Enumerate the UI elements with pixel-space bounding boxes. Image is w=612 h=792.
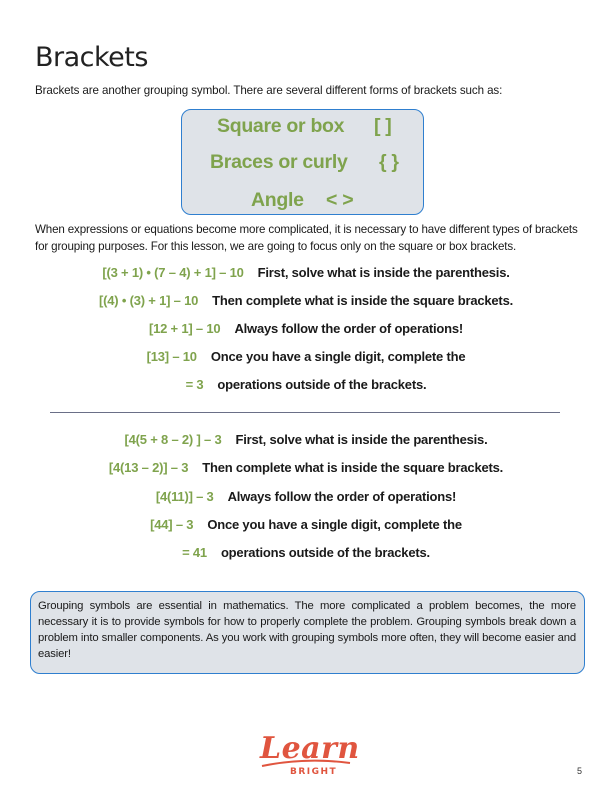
bracket-type-name: Braces or curly [210,151,348,173]
step-expression: [44] – 3 [150,517,194,532]
step-description: operations outside of the brackets. [217,377,427,392]
step-description: Always follow the order of operations! [227,489,457,504]
example-1-step [0,265,612,280]
logo-word: Learn [260,731,360,766]
intro-text: Brackets are another grouping symbol. There are several different forms of brackets such as: [35,84,503,97]
step-description: First, solve what is inside the parenthesis. [257,265,510,280]
step-expression: [(4) • (3) + 1] – 10 [98,293,199,308]
step-expression: [4(13 – 2)] – 3 [108,460,189,475]
bracket-type-symbol: { } [379,151,399,173]
example-2-step [0,460,612,475]
page-title: Brackets [35,42,148,73]
example-1-step [0,377,612,392]
step-expression: [4(5 + 8 – 2) ] – 3 [124,432,222,447]
example-1-step [0,321,612,336]
logo-sub: BRIGHT [290,767,338,777]
step-description: Once you have a single digit, complete the [210,349,466,364]
example-2-step [0,517,612,532]
step-description: Then complete what is inside the square brackets. [212,293,514,308]
section-divider [50,412,560,413]
example-2-step [0,432,612,447]
step-description: First, solve what is inside the parenthesis. [235,432,488,447]
example-1-step [0,349,612,364]
step-description: Then complete what is inside the square brackets. [202,460,504,475]
bracket-types-box [181,109,424,215]
page-number: 5 [577,766,583,776]
step-expression: [4(11)] – 3 [155,489,214,504]
example-2-step [0,545,612,560]
explanation-text: When expressions or equations become more complicated, it is necessary to have different types of brackets for grouping purposes. For this lesson, we are going to focus only on the square or box brackets. [35,223,578,253]
step-expression: = 3 [185,377,204,392]
example-2-step [0,489,612,504]
step-expression: = 41 [182,545,207,560]
summary-box: Grouping symbols are essential in mathematics. The more complicated a problem becomes, the more necessary it is to provide symbols for how to properly complete the problem. Grouping symbols break down a problem into smaller components. As you work with grouping symbols more often, they will become easier and easier! [30,591,585,674]
step-expression: [13] – 10 [146,349,197,364]
bracket-type-symbol: [ ] [374,115,392,137]
step-description: Once you have a single digit, complete the [207,517,462,532]
bracket-type-name: Square or box [217,115,345,137]
step-expression: [12 + 1] – 10 [148,321,221,336]
bracket-type-symbol: < > [326,189,354,211]
example-1-step [0,293,612,308]
step-description: Always follow the order of operations! [234,321,464,336]
step-description: operations outside of the brackets. [220,545,430,560]
learn-bright-logo [256,731,360,783]
step-expression: [(3 + 1) • (7 – 4) + 1] – 10 [102,265,244,280]
bracket-type-name: Angle [251,189,304,211]
